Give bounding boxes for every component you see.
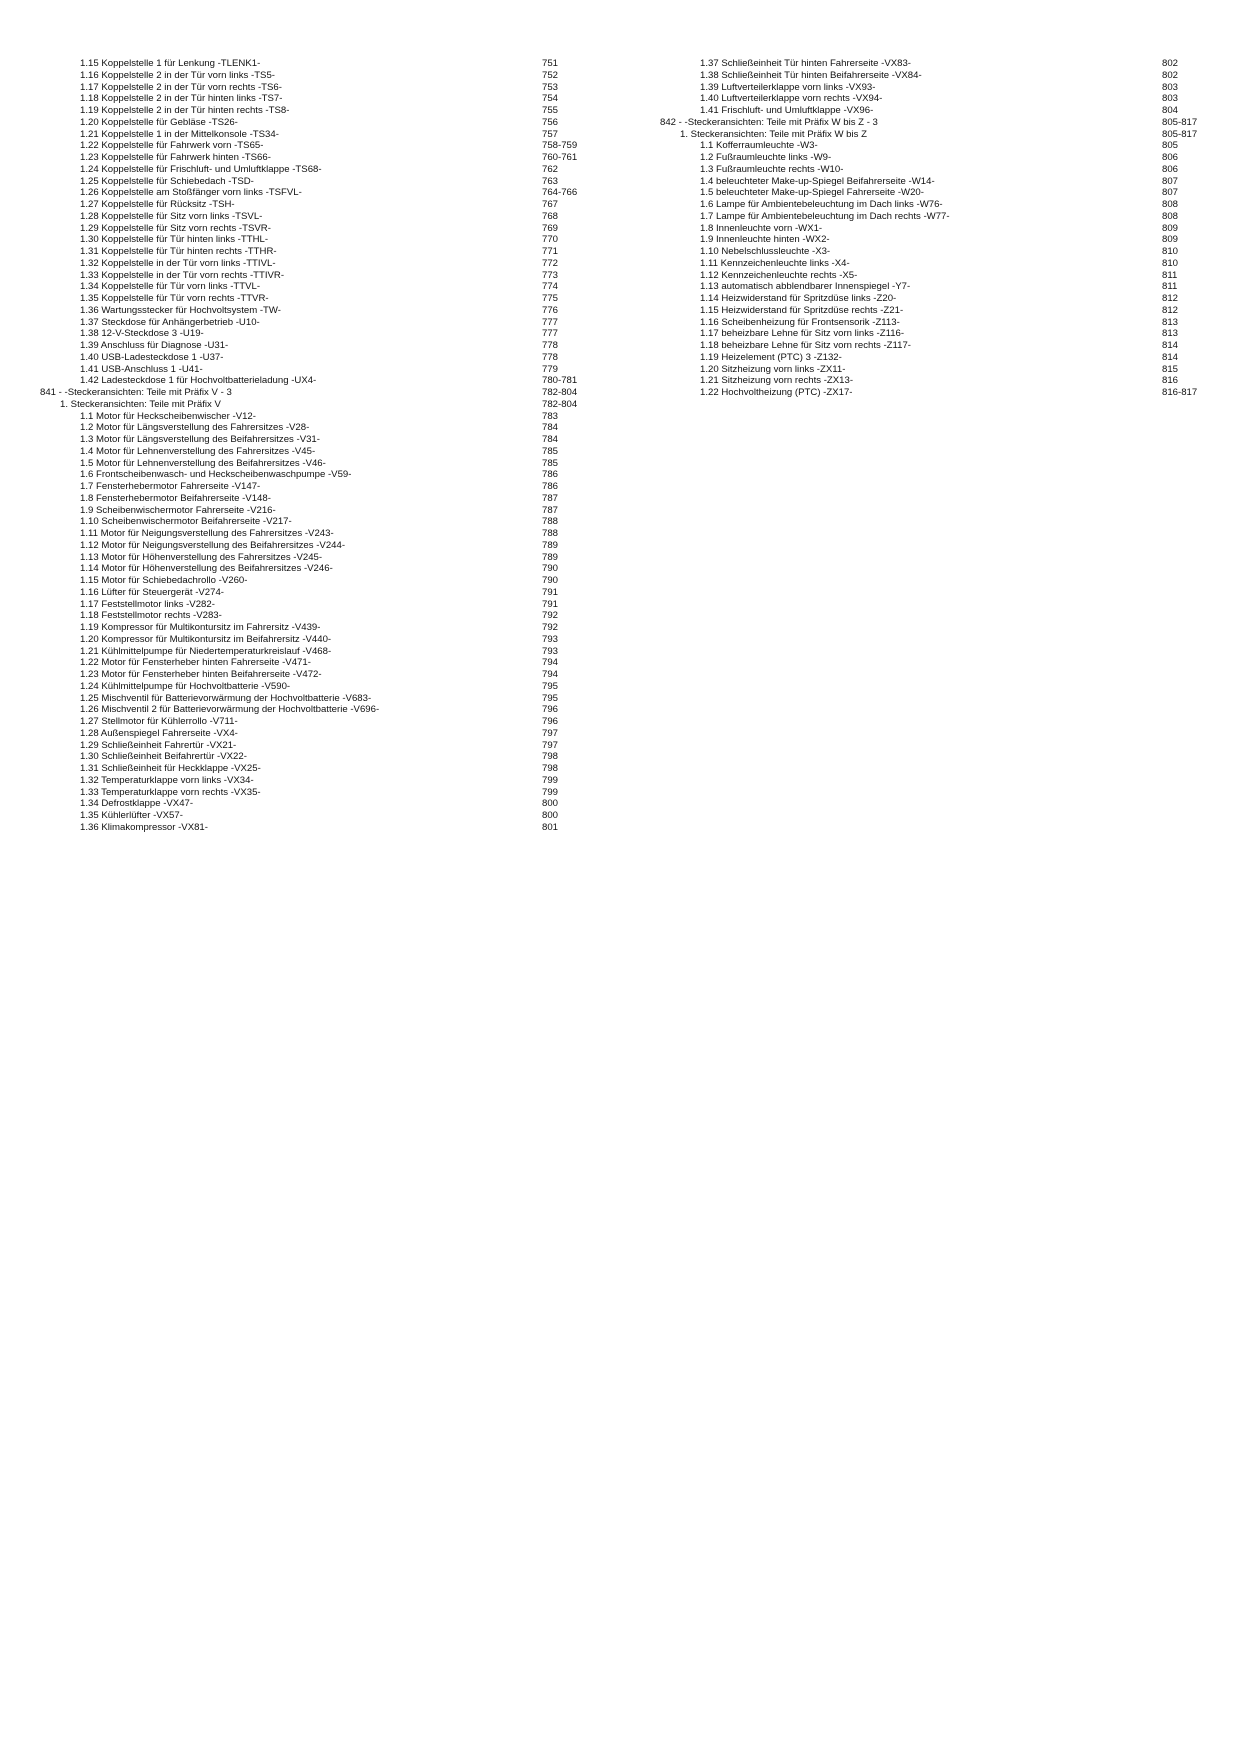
toc-entry[interactable] (660, 328, 1200, 340)
toc-entry[interactable] (40, 223, 592, 235)
toc-entry[interactable] (40, 646, 592, 658)
toc-entry-page: 758-759 (542, 140, 578, 152)
toc-entry-page: 777 (542, 328, 559, 340)
toc-entry[interactable] (40, 657, 592, 669)
toc-entry-title: 1.28 Außenspiegel Fahrerseite -VX4- (80, 727, 238, 739)
toc-entry[interactable] (660, 352, 1200, 364)
toc-entry-page: 812 (1162, 293, 1179, 304)
toc-entry[interactable] (40, 270, 592, 282)
toc-entry[interactable] (40, 458, 592, 470)
toc-entry-page: 772 (542, 257, 559, 269)
toc-entry-title: 1.38 Schließeinheit Tür hinten Beifahrerseite -VX84- (700, 69, 922, 81)
toc-entry[interactable] (40, 70, 592, 82)
toc-entry-title: 1.35 Kühlerlüfter -VX57- (80, 810, 183, 821)
toc-entry-title: 1.42 Ladesteckdose 1 für Hochvoltbatterieladung -UX4- (80, 375, 317, 387)
toc-entry[interactable] (40, 669, 592, 681)
toc-entry[interactable] (40, 211, 592, 223)
toc-entry-page: 795 (542, 692, 559, 704)
toc-entry-page: 790 (542, 575, 559, 586)
toc-entry-title: 1.40 USB-Ladesteckdose 1 -U37- (80, 351, 224, 363)
toc-entry-page: 811 (1162, 269, 1178, 281)
toc-entry-page: 774 (542, 281, 559, 293)
toc-entry-page: 786 (542, 469, 559, 481)
toc-entry-title: 1.6 Frontscheibenwasch- und Heckscheibenwaschpumpe -V59- (80, 469, 352, 481)
toc-entry-page: 785 (542, 445, 559, 457)
toc-entry-page: 787 (542, 504, 559, 516)
toc-entry[interactable] (660, 70, 1200, 82)
toc-entry-title: 1.16 Koppelstelle 2 in der Tür vorn links -TS5- (80, 69, 275, 81)
toc-entry[interactable] (40, 375, 592, 387)
toc-entry[interactable] (40, 317, 592, 329)
toc-entry-title: 1.19 Kompressor für Multikontursitz im Fahrersitz -V439- (80, 622, 321, 633)
toc-entry-page: 806 (1162, 163, 1179, 175)
toc-column-right (660, 58, 1200, 399)
toc-entry-page: 754 (542, 93, 559, 105)
toc-entry-title: 1.33 Temperaturklappe vorn rechts -VX35- (80, 786, 261, 798)
toc-entry-page: 808 (1162, 210, 1179, 222)
toc-entry-title: 1.38 12-V-Steckdose 3 -U19- (80, 328, 204, 340)
toc-entry-title: 1.39 Anschluss für Diagnose -U31- (80, 340, 229, 351)
toc-entry-title: 1.10 Nebelschlussleuchte -X3- (700, 246, 831, 257)
toc-entry-title: 1.20 Sitzheizung vorn links -ZX11- (700, 363, 846, 375)
toc-entry[interactable] (40, 164, 592, 176)
toc-entry-page: 785 (542, 457, 559, 469)
toc-entry-page: 770 (542, 234, 559, 246)
toc-entry-title: 1.6 Lampe für Ambientebeleuchtung im Dach links -W76- (700, 199, 943, 210)
toc-entry[interactable] (40, 281, 592, 293)
toc-entry-page: 756 (542, 116, 559, 128)
toc-entry-title: 1.17 beheizbare Lehne für Sitz vorn links -Z116- (700, 328, 905, 340)
toc-entry[interactable] (40, 775, 592, 787)
toc-entry[interactable] (40, 140, 592, 152)
toc-entry-title: 1.15 Motor für Schiebedachrollo -V260- (80, 575, 248, 586)
toc-entry[interactable] (660, 105, 1200, 117)
toc-entry-page: 810 (1162, 246, 1179, 257)
toc-entry-title: 1.24 Kühlmittelpumpe für Hochvoltbatterie -V590- (80, 680, 291, 692)
toc-entry-title: 1.28 Koppelstelle für Sitz vorn links -TSVL- (80, 210, 263, 222)
toc-entry[interactable] (40, 528, 592, 540)
toc-entry-title: 1.9 Innenleuchte hinten -WX2- (700, 234, 830, 246)
toc-entry[interactable] (40, 305, 592, 317)
toc-entry-title: 1.18 beheizbare Lehne für Sitz vorn rechts -Z117- (700, 340, 912, 351)
toc-entry-title: 1.26 Mischventil 2 für Batterievorwärmung der Hochvoltbatterie -V696- (80, 704, 380, 716)
toc-entry[interactable] (660, 305, 1200, 317)
toc-entry-page: 771 (542, 246, 559, 257)
toc-entry-page: 751 (542, 58, 559, 69)
toc-entry[interactable] (40, 822, 592, 834)
toc-entry-title: 1.22 Hochvoltheizung (PTC) -ZX17- (700, 387, 853, 398)
toc-entry[interactable] (40, 505, 592, 517)
toc-entry-title: 1.15 Heizwiderstand für Spritzdüse rechts -Z21- (700, 304, 904, 316)
toc-entry-page: 767 (542, 199, 559, 210)
toc-entry[interactable] (660, 387, 1200, 399)
toc-entry-page: 791 (542, 586, 559, 598)
toc-entry-title: 1.9 Scheibenwischermotor Fahrerseite -V216- (80, 504, 276, 516)
toc-entry[interactable] (660, 293, 1200, 305)
toc-entry-page: 783 (542, 410, 559, 422)
toc-entry[interactable] (40, 93, 592, 105)
toc-column-left (40, 58, 592, 834)
toc-entry[interactable] (660, 364, 1200, 376)
toc-entry-title: 1.14 Heizwiderstand für Spritzdüse links -Z20- (700, 293, 897, 304)
toc-entry-page: 778 (542, 340, 559, 351)
toc-entry-page: 805 (1162, 140, 1179, 152)
toc-entry-title: 1.22 Motor für Fensterheber hinten Fahrerseite -V471- (80, 657, 311, 669)
toc-entry-page: 803 (1162, 93, 1179, 105)
toc-entry[interactable] (40, 176, 592, 188)
toc-entry-title: 1. Steckeransichten: Teile mit Präfix V (60, 398, 221, 410)
toc-entry-title: 1.7 Fensterhebermotor Fahrerseite -V147- (80, 481, 261, 492)
toc-entry-title: 1. Steckeransichten: Teile mit Präfix W bis Z (680, 128, 867, 140)
toc-entry-page: 792 (542, 622, 559, 633)
toc-entry-title: 1.4 Motor für Lehnenverstellung des Fahrersitzes -V45- (80, 445, 316, 457)
toc-entry-title: 1.18 Feststellmotor rechts -V283- (80, 610, 222, 622)
toc-entry-page: 789 (542, 539, 559, 551)
toc-entry-page: 779 (542, 363, 559, 375)
toc-entry-title: 1.2 Motor für Längsverstellung des Fahrersitzes -V28- (80, 422, 310, 434)
toc-entry-page: 755 (542, 105, 559, 116)
toc-entry-page: 752 (542, 69, 559, 81)
toc-entry[interactable] (660, 258, 1200, 270)
toc-entry-title: 1.12 Kennzeichenleuchte rechts -X5- (700, 269, 858, 281)
toc-entry-title: 1.41 Frischluft- und Umluftklappe -VX96- (700, 105, 874, 116)
toc-entry-page: 753 (542, 81, 559, 93)
toc-entry-page: 798 (542, 751, 559, 763)
toc-entry-title: 1.8 Fensterhebermotor Beifahrerseite -V148- (80, 492, 271, 504)
toc-entry-page: 800 (542, 810, 559, 821)
toc-entry-page: 799 (542, 786, 559, 798)
toc-entry-page: 814 (1162, 340, 1179, 351)
toc-entry-page: 797 (542, 739, 559, 751)
toc-entry-page: 780-781 (542, 375, 578, 387)
toc-entry-page: 816-817 (1162, 387, 1198, 398)
toc-entry-title: 1.26 Koppelstelle am Stoßfänger vorn links -TSFVL- (80, 187, 302, 199)
toc-entry[interactable] (40, 622, 592, 634)
toc-entry-title: 1.2 Fußraumleuchte links -W9- (700, 152, 832, 163)
toc-entry-title: 1.32 Temperaturklappe vorn links -VX34- (80, 774, 254, 786)
toc-entry-page: 782-804 (542, 387, 578, 398)
toc-entry[interactable] (40, 751, 592, 763)
toc-entry-title: 1.16 Scheibenheizung für Frontsensorik -Z113- (700, 316, 900, 328)
toc-entry-page: 816 (1162, 375, 1179, 387)
toc-entry-page: 760-761 (542, 152, 578, 163)
toc-entry-page: 791 (542, 598, 559, 610)
toc-entry-page: 798 (542, 763, 559, 774)
toc-entry[interactable] (40, 328, 592, 340)
toc-entry[interactable] (40, 58, 592, 70)
toc-entry[interactable] (660, 176, 1200, 188)
toc-entry-title: 1.15 Koppelstelle 1 für Lenkung -TLENK1- (80, 58, 261, 69)
toc-entry[interactable] (40, 740, 592, 752)
toc-entry-title: 1.12 Motor für Neigungsverstellung des Beifahrersitzes -V244- (80, 539, 346, 551)
toc-entry[interactable] (40, 246, 592, 258)
toc-entry-page: 763 (542, 175, 559, 187)
toc-entry-title: 1.31 Schließeinheit für Heckklappe -VX25- (80, 763, 261, 774)
toc-entry-title: 1.39 Luftverteilerklappe vorn links -VX93- (700, 81, 876, 93)
toc-entry-title: 1.40 Luftverteilerklappe vorn rechts -VX94- (700, 93, 883, 105)
toc-entry-title: 1.20 Koppelstelle für Gebläse -TS26- (80, 116, 238, 128)
toc-entry[interactable] (660, 375, 1200, 387)
toc-entry-title: 1.3 Fußraumleuchte rechts -W10- (700, 163, 844, 175)
toc-entry[interactable] (660, 199, 1200, 211)
toc-entry-page: 807 (1162, 187, 1179, 199)
toc-entry[interactable] (660, 140, 1200, 152)
toc-entry-title: 1.17 Koppelstelle 2 in der Tür vorn rechts -TS6- (80, 81, 282, 93)
toc-entry[interactable] (40, 516, 592, 528)
toc-entry-page: 813 (1162, 328, 1179, 340)
toc-entry[interactable] (40, 763, 592, 775)
toc-entry-page: 768 (542, 210, 559, 222)
toc-entry[interactable] (40, 681, 592, 693)
toc-entry[interactable] (40, 493, 592, 505)
toc-entry-page: 782-804 (542, 398, 578, 410)
toc-entry[interactable] (660, 152, 1200, 164)
toc-entry-page: 796 (542, 716, 559, 727)
toc-entry-title: 1.36 Wartungsstecker für Hochvoltsystem -TW- (80, 304, 281, 316)
toc-section-entry[interactable] (40, 399, 592, 411)
toc-entry-title: 1.35 Koppelstelle für Tür vorn rechts -TTVR- (80, 293, 269, 304)
toc-entry-page: 762 (542, 163, 559, 175)
toc-entry-title: 1.19 Heizelement (PTC) 3 -Z132- (700, 351, 842, 363)
toc-entry[interactable] (40, 129, 592, 141)
toc-entry-page: 775 (542, 293, 559, 304)
toc-entry-title: 1.4 beleuchteter Make-up-Spiegel Beifahrerseite -W14- (700, 175, 935, 187)
toc-entry-title: 1.27 Stellmotor für Kühlerrollo -V711- (80, 716, 238, 727)
toc-entry-page: 788 (542, 516, 559, 528)
toc-entry-page: 788 (542, 528, 559, 539)
toc-entry[interactable] (40, 258, 592, 270)
toc-entry[interactable] (660, 246, 1200, 258)
toc-chapter-entry[interactable] (40, 387, 592, 399)
toc-entry-title: 1.23 Motor für Fensterheber hinten Beifahrerseite -V472- (80, 669, 322, 680)
toc-entry[interactable] (40, 411, 592, 423)
toc-entry[interactable] (40, 82, 592, 94)
toc-entry[interactable] (660, 317, 1200, 329)
toc-entry-page: 805-817 (1162, 128, 1198, 140)
toc-entry-page: 813 (1162, 316, 1179, 328)
toc-entry-page: 764-766 (542, 187, 578, 199)
toc-entry-page: 814 (1162, 351, 1179, 363)
toc-entry[interactable] (660, 340, 1200, 352)
toc-entry-title: 1.21 Kühlmittelpumpe für Niedertemperaturkreislauf -V468- (80, 645, 332, 657)
toc-entry-page: 792 (542, 610, 559, 622)
toc-entry-page: 794 (542, 669, 559, 680)
toc-entry-title: 1.34 Defrostklappe -VX47- (80, 798, 194, 810)
toc-entry[interactable] (40, 234, 592, 246)
toc-entry[interactable] (40, 293, 592, 305)
toc-entry-title: 1.37 Schließeinheit Tür hinten Fahrerseite -VX83- (700, 58, 911, 69)
toc-entry[interactable] (40, 199, 592, 211)
toc-entry-title: 1.30 Koppelstelle für Tür hinten links -TTHL- (80, 234, 269, 246)
toc-entry[interactable] (40, 728, 592, 740)
toc-entry-page: 794 (542, 657, 559, 669)
toc-entry-title: 1.23 Koppelstelle für Fahrwerk hinten -TS66- (80, 152, 271, 163)
toc-entry[interactable] (40, 105, 592, 117)
toc-entry-page: 776 (542, 304, 559, 316)
toc-entry[interactable] (40, 587, 592, 599)
toc-entry-page: 810 (1162, 257, 1179, 269)
toc-entry[interactable] (660, 187, 1200, 199)
toc-entry-title: 842 - -Steckeransichten: Teile mit Präfix W bis Z - 3 (660, 116, 878, 128)
toc-entry-page: 786 (542, 481, 559, 492)
toc-entry[interactable] (40, 352, 592, 364)
toc-entry-page: 789 (542, 551, 559, 563)
toc-chapter-entry[interactable] (660, 117, 1200, 129)
toc-entry-title: 1.21 Koppelstelle 1 in der Mittelkonsole -TS34- (80, 128, 279, 140)
toc-entry-page: 778 (542, 351, 559, 363)
toc-entry-title: 1.18 Koppelstelle 2 in der Tür hinten links -TS7- (80, 93, 283, 105)
toc-entry-page: 809 (1162, 234, 1179, 246)
toc-entry[interactable] (40, 481, 592, 493)
toc-entry[interactable] (40, 563, 592, 575)
toc-entry-page: 796 (542, 704, 559, 716)
toc-entry-title: 1.29 Koppelstelle für Sitz vorn rechts -TSVR- (80, 222, 271, 234)
toc-entry[interactable] (40, 716, 592, 728)
toc-entry[interactable] (660, 164, 1200, 176)
toc-entry-title: 1.27 Koppelstelle für Rücksitz -TSH- (80, 199, 235, 210)
toc-entry[interactable] (40, 434, 592, 446)
toc-entry-title: 841 - -Steckeransichten: Teile mit Präfix V - 3 (40, 387, 232, 398)
toc-entry-title: 1.5 beleuchteter Make-up-Spiegel Fahrerseite -W20- (700, 187, 924, 199)
toc-entry-title: 1.25 Mischventil für Batterievorwärmung der Hochvoltbatterie -V683- (80, 692, 372, 704)
toc-entry[interactable] (660, 93, 1200, 105)
toc-entry-page: 793 (542, 645, 559, 657)
toc-entry-title: 1.5 Motor für Lehnenverstellung des Beifahrersitzes -V46- (80, 457, 326, 469)
toc-entry-page: 815 (1162, 363, 1179, 375)
toc-entry-title: 1.19 Koppelstelle 2 in der Tür hinten rechts -TS8- (80, 105, 290, 116)
toc-entry[interactable] (40, 364, 592, 376)
toc-entry[interactable] (40, 187, 592, 199)
toc-entry-title: 1.37 Steckdose für Anhängerbetrieb -U10- (80, 316, 260, 328)
toc-entry-page: 801 (542, 821, 559, 833)
toc-entry-page: 800 (542, 798, 559, 810)
toc-entry[interactable] (40, 340, 592, 352)
toc-entry-page: 806 (1162, 152, 1179, 163)
toc-entry[interactable] (40, 446, 592, 458)
toc-entry-page: 784 (542, 434, 559, 445)
toc-entry[interactable] (660, 82, 1200, 94)
toc-entry-title: 1.22 Koppelstelle für Fahrwerk vorn -TS65- (80, 140, 264, 152)
toc-entry[interactable] (40, 117, 592, 129)
toc-entry-title: 1.25 Koppelstelle für Schiebedach -TSD- (80, 175, 254, 187)
toc-entry-title: 1.33 Koppelstelle in der Tür vorn rechts -TTIVR- (80, 269, 285, 281)
toc-entry[interactable] (40, 422, 592, 434)
toc-entry-page: 811 (1162, 281, 1178, 293)
toc-entry-title: 1.31 Koppelstelle für Tür hinten rechts -TTHR- (80, 246, 277, 257)
toc-entry-title: 1.34 Koppelstelle für Tür vorn links -TTVL- (80, 281, 261, 293)
toc-section-entry[interactable] (660, 129, 1200, 141)
toc-entry-title: 1.14 Motor für Höhenverstellung des Beifahrersitzes -V246- (80, 563, 333, 575)
toc-entry-title: 1.11 Motor für Neigungsverstellung des Fahrersitzes -V243- (80, 528, 334, 539)
toc-entry-page: 777 (542, 316, 559, 328)
toc-entry[interactable] (660, 58, 1200, 70)
toc-entry-page: 757 (542, 128, 559, 140)
toc-entry[interactable] (40, 540, 592, 552)
toc-entry[interactable] (40, 704, 592, 716)
toc-entry[interactable] (40, 810, 592, 822)
toc-entry[interactable] (40, 152, 592, 164)
toc-entry-page: 793 (542, 633, 559, 645)
toc-entry-title: 1.20 Kompressor für Multikontursitz im Beifahrersitz -V440- (80, 633, 332, 645)
toc-entry[interactable] (40, 552, 592, 564)
toc-entry-page: 808 (1162, 199, 1179, 210)
toc-entry-page: 803 (1162, 81, 1179, 93)
toc-entry-title: 1.30 Schließeinheit Beifahrertür -VX22- (80, 751, 247, 763)
toc-entry[interactable] (660, 281, 1200, 293)
toc-entry[interactable] (40, 610, 592, 622)
toc-entry-page: 797 (542, 727, 559, 739)
toc-entry-title: 1.1 Kofferraumleuchte -W3- (700, 140, 818, 152)
toc-entry-title: 1.32 Koppelstelle in der Tür vorn links -TTIVL- (80, 257, 276, 269)
toc-entry[interactable] (40, 469, 592, 481)
toc-entry-title: 1.36 Klimakompressor -VX81- (80, 821, 208, 833)
toc-entry-page: 807 (1162, 175, 1179, 187)
toc-entry-page: 795 (542, 680, 559, 692)
toc-entry-page: 784 (542, 422, 559, 434)
toc-entry-page: 769 (542, 222, 559, 234)
toc-entry-page: 805-817 (1162, 116, 1198, 128)
toc-entry[interactable] (660, 211, 1200, 223)
toc-entry-page: 802 (1162, 58, 1179, 69)
toc-entry-title: 1.21 Sitzheizung vorn rechts -ZX13- (700, 375, 854, 387)
toc-entry-title: 1.11 Kennzeichenleuchte links -X4- (700, 257, 850, 269)
toc-entry-title: 1.17 Feststellmotor links -V282- (80, 598, 215, 610)
toc-entry-page: 802 (1162, 69, 1179, 81)
toc-entry[interactable] (40, 575, 592, 587)
toc-entry-page: 773 (542, 269, 559, 281)
toc-entry-title: 1.7 Lampe für Ambientebeleuchtung im Dach rechts -W77- (700, 210, 950, 222)
toc-entry-title: 1.41 USB-Anschluss 1 -U41- (80, 363, 203, 375)
toc-entry[interactable] (40, 798, 592, 810)
toc-entry-page: 812 (1162, 304, 1179, 316)
toc-entry-title: 1.13 automatisch abblendbarer Innenspiegel -Y7- (700, 281, 911, 293)
toc-entry-page: 790 (542, 563, 559, 575)
toc-entry[interactable] (660, 234, 1200, 246)
toc-entry[interactable] (660, 223, 1200, 235)
toc-entry[interactable] (40, 599, 592, 611)
toc-entry-title: 1.10 Scheibenwischermotor Beifahrerseite -V217- (80, 516, 292, 528)
toc-entry-page: 809 (1162, 222, 1179, 234)
toc-entry-title: 1.8 Innenleuchte vorn -WX1- (700, 222, 823, 234)
toc-entry-page: 787 (542, 492, 559, 504)
toc-entry[interactable] (40, 693, 592, 705)
toc-entry-title: 1.16 Lüfter für Steuergerät -V274- (80, 586, 224, 598)
toc-entry[interactable] (40, 787, 592, 799)
toc-entry-page: 799 (542, 774, 559, 786)
toc-entry-title: 1.3 Motor für Längsverstellung des Beifahrersitzes -V31- (80, 434, 320, 445)
toc-entry-title: 1.29 Schließeinheit Fahrertür -VX21- (80, 739, 237, 751)
toc-entry-title: 1.1 Motor für Heckscheibenwischer -V12- (80, 410, 256, 422)
toc-entry-title: 1.13 Motor für Höhenverstellung des Fahrersitzes -V245- (80, 551, 323, 563)
toc-entry-page: 804 (1162, 105, 1179, 116)
toc-entry-title: 1.24 Koppelstelle für Frischluft- und Umluftklappe -TS68- (80, 163, 322, 175)
toc-entry[interactable] (660, 270, 1200, 282)
toc-entry[interactable] (40, 634, 592, 646)
